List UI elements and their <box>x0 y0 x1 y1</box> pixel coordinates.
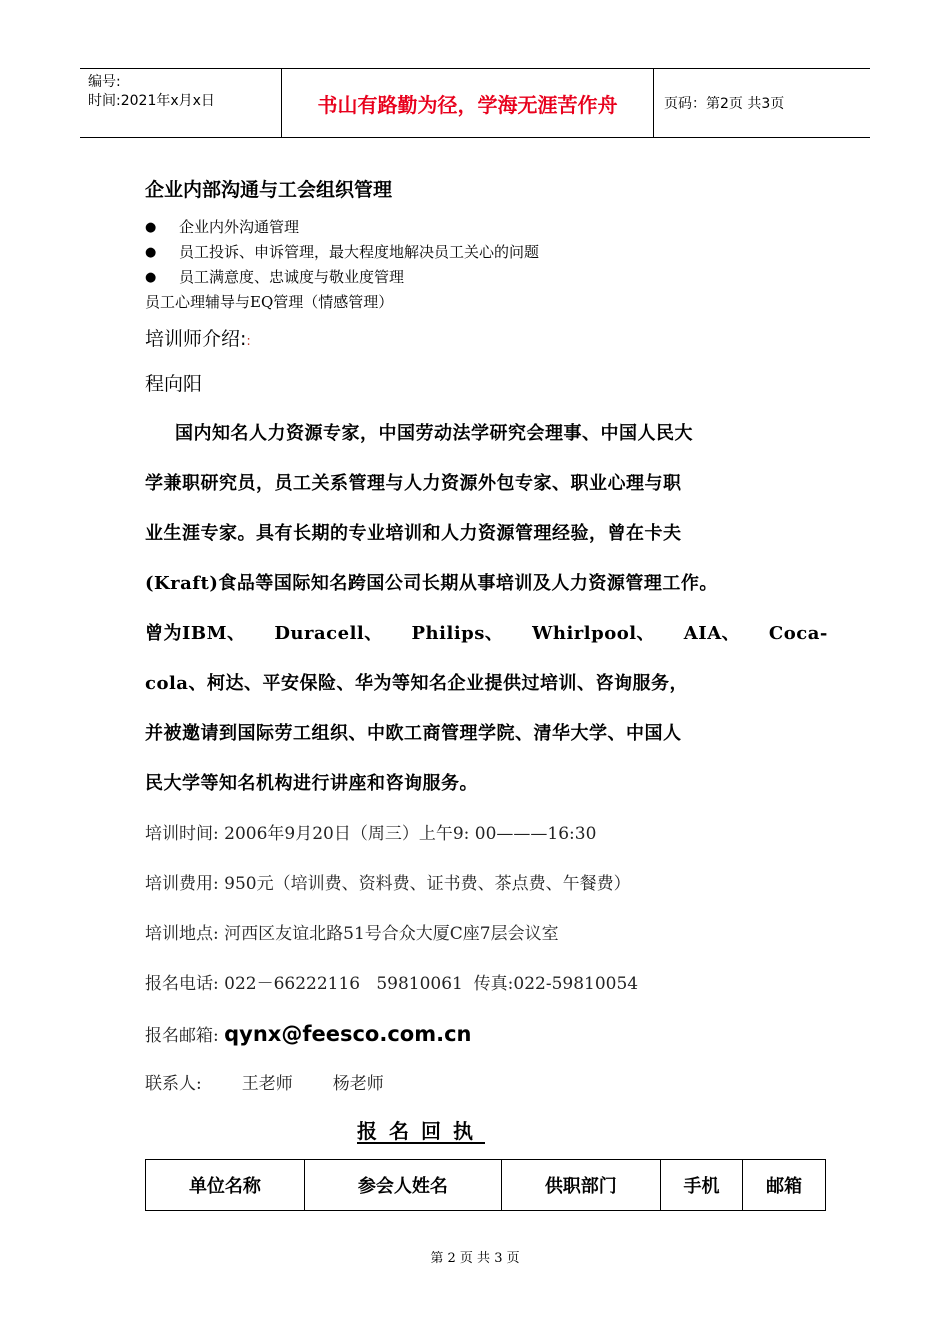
registration-form-title-text: 报名回执 <box>357 1119 485 1143</box>
table-header-cell: 手机 <box>660 1160 743 1211</box>
trainer-bio <box>145 409 828 809</box>
document-time: 时间:2021年x月x日 <box>88 93 215 109</box>
trainer-heading-text: 培训师介绍: <box>145 328 247 350</box>
header-motto: 书山有路勤为径，学海无涯苦作舟 <box>282 69 654 137</box>
bio-line: 并被邀请到国际劳工组织、中欧工商管理学院、清华大学、中国人 <box>145 723 682 744</box>
contact-person: 杨老师 <box>332 1074 384 1094</box>
bullet-item <box>145 215 810 240</box>
bio-line <box>145 609 828 659</box>
bullet-text: 员工满意度、忠诚度与敬业度管理 <box>179 268 405 286</box>
section-title: 企业内部沟通与工会组织管理 <box>145 179 393 201</box>
document-body <box>145 175 828 1211</box>
bullet-item <box>145 240 810 265</box>
document-number: 编号: <box>88 74 121 90</box>
bullet-dot-icon: ● <box>145 245 157 260</box>
table-header-cell: 参会人姓名 <box>304 1160 501 1211</box>
bio-line: (Kraft)食品等国际知名跨国公司长期从事培训及人力资源管理工作。 <box>145 573 718 594</box>
header-page-number: 页码：第2页 共3页 <box>664 96 785 112</box>
registration-email[interactable]: qynx@feesco.com.cn <box>224 1022 472 1046</box>
contact-person: 王老师 <box>241 1074 293 1094</box>
table-row <box>146 1160 826 1211</box>
bullet-dot-icon: ● <box>145 270 157 285</box>
training-fee: 培训费用: 950元（培训费、资料费、证书费、茶点费、午餐费） <box>145 874 631 894</box>
bullet-dot-icon: ● <box>145 220 157 235</box>
table-header-cell: 邮箱 <box>743 1160 826 1211</box>
bio-line: 民大学等知名机构进行讲座和咨询服务。 <box>145 773 478 794</box>
bio-line: cola、柯达、平安保险、华为等知名企业提供过培训、咨询服务， <box>145 673 688 694</box>
page-header <box>80 68 870 138</box>
trainer-name: 程向阳 <box>145 373 203 395</box>
table-header-cell: 供职部门 <box>501 1160 660 1211</box>
registration-email-line <box>145 1009 810 1059</box>
section-extra-line: 员工心理辅导与EQ管理（情感管理） <box>145 293 394 311</box>
registration-phone: 报名电话: 022－66222116 59810061 传真:022-59810054 <box>145 974 639 994</box>
training-location: 培训地点: 河西区友谊北路51号合众大厦C座7层会议室 <box>145 924 559 944</box>
bio-line: 学兼职研究员，员工关系管理与人力资源外包专家、职业心理与职 <box>145 473 682 494</box>
bullet-text: 企业内外沟通管理 <box>179 218 300 236</box>
contact-label: 联系人: <box>145 1074 202 1094</box>
bullet-item <box>145 265 810 290</box>
bio-line: 国内知名人力资源专家，中国劳动法学研究会理事、中国人民大 <box>175 423 693 444</box>
training-time: 培训时间: 2006年9月20日（周三）上午9: 00———16:30 <box>145 824 597 844</box>
table-header-cell: 单位名称 <box>146 1160 305 1211</box>
bio-line: 业生涯专家。具有长期的专业培训和人力资源管理经验，曾在卡夫 <box>145 523 682 544</box>
bullet-text: 员工投诉、申诉管理，最大程度地解决员工关心的问题 <box>179 243 540 261</box>
header-meta <box>80 69 282 137</box>
bio-line-text: 曾为IBM、 Duracell、 Philips、 Whirlpool、 AIA、 Coca- <box>145 623 828 644</box>
page-footer: 第 2 页 共 3 页 <box>430 1251 520 1266</box>
registration-form-table <box>145 1159 826 1211</box>
trainer-heading-colon: : <box>246 334 251 349</box>
contact-persons <box>145 1059 810 1109</box>
registration-form-title <box>145 1111 810 1151</box>
registration-email-label: 报名邮箱: <box>145 1026 225 1046</box>
trainer-heading <box>145 319 810 359</box>
